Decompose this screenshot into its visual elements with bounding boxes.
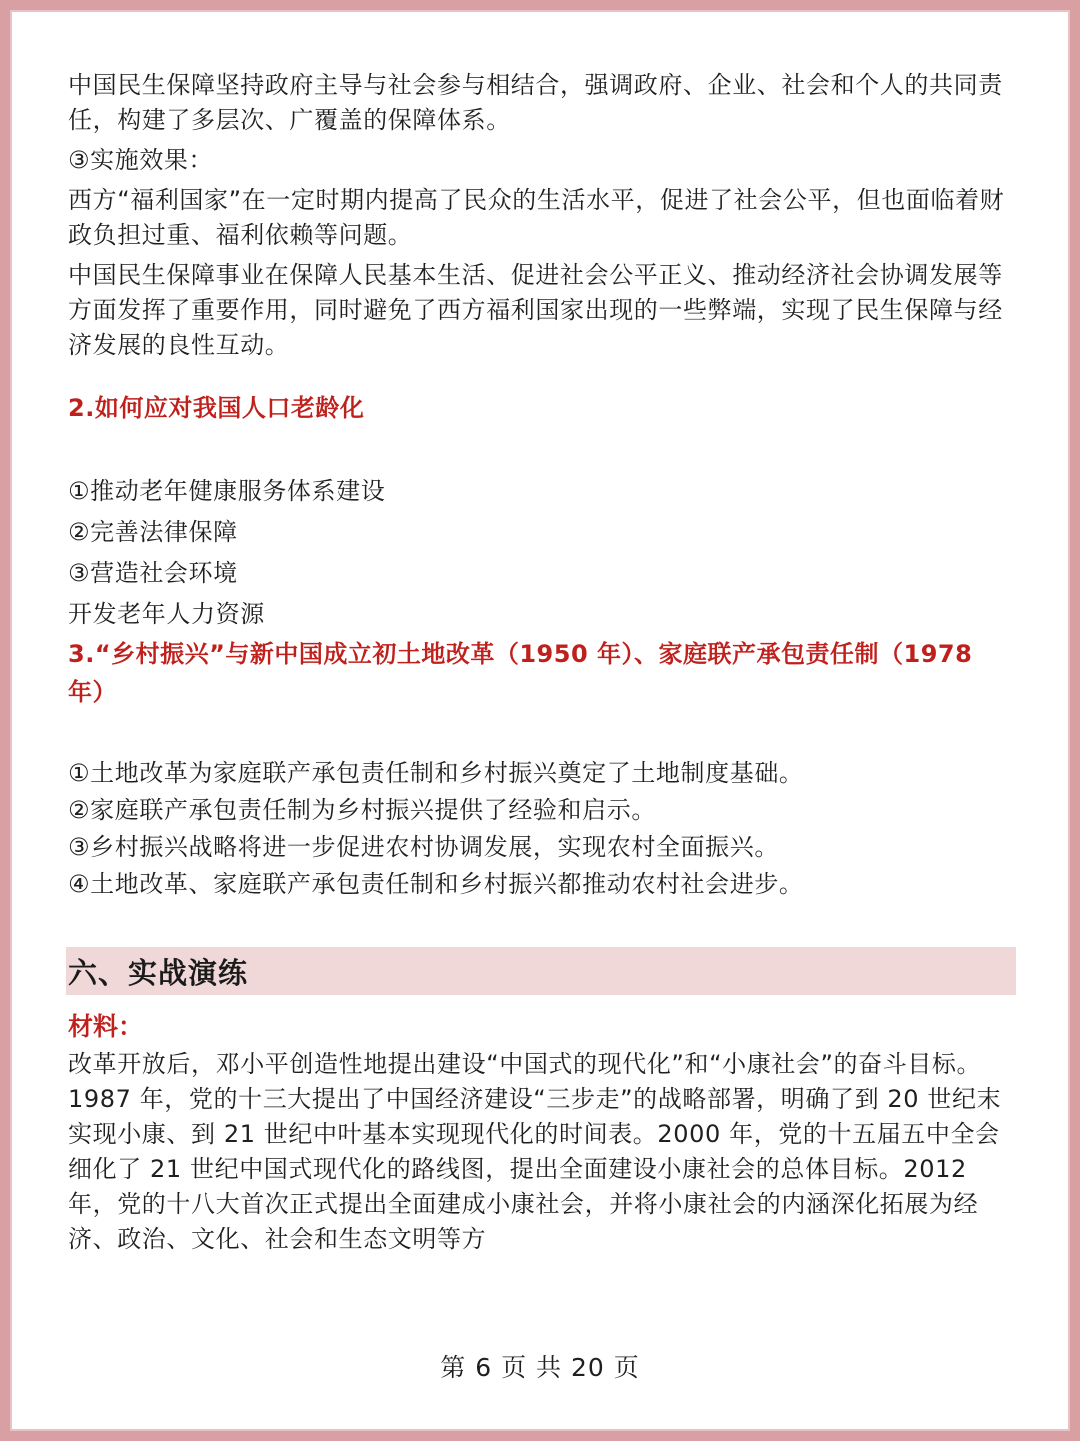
list-item: ③营造社会环境 xyxy=(68,559,238,587)
page-content xyxy=(68,68,1008,1257)
material-text: 改革开放后，邓小平创造性地提出建设“中国式的现代化”和“小康社会”的奋斗目标。1987 年，党的十三大提出了中国经济建设“三步走”的战略部署，明确了到 20 世纪末实现小康、到 21 世纪中叶基本实现现代化的时间表。2000 年，党的十五届五中全会细化了 21 世纪中国式现代化的路线图，提出全面建设小康社会的总体目标。2012 年，党的十八大首次正式提出全面建成小康社会，并将小康社会的内涵深化拓展为经济、政治、文化、社会和生态文明等方 xyxy=(68,1050,1002,1253)
document-page xyxy=(10,10,1070,1431)
page-number: 第 6 页 共 20 页 xyxy=(440,1353,640,1382)
list-item: ④土地改革、家庭联产承包责任制和乡村振兴都推动农村社会进步。 xyxy=(68,870,804,898)
list-item: ①推动老年健康服务体系建设 xyxy=(68,477,386,505)
list-item: 开发老年人力资源 xyxy=(68,600,265,628)
paragraph-china-effect: 中国民生保障事业在保障人民基本生活、促进社会公平正义、推动经济社会协调发展等方面发挥了重要作用，同时避免了西方福利国家出现的一些弊端，实现了民生保障与经济发展的良性互动。 xyxy=(68,261,1003,359)
list-item: ②家庭联产承包责任制为乡村振兴提供了经验和启示。 xyxy=(68,796,656,824)
paragraph-western-welfare: 西方“福利国家”在一定时期内提高了民众的生活水平，促进了社会公平，但也面临着财政负担过重、福利依赖等问题。 xyxy=(68,186,1005,249)
effect-label: ③实施效果： xyxy=(68,146,214,174)
material-label: 材料： xyxy=(68,1012,144,1041)
list-item: ②完善法律保障 xyxy=(68,518,238,546)
question-3-heading: 3.“乡村振兴”与新中国成立初土地改革（1950 年）、家庭联产承包责任制（1978 年） xyxy=(68,640,973,706)
section-6-header xyxy=(66,947,1016,995)
list-item: ①土地改革为家庭联产承包责任制和乡村振兴奠定了土地制度基础。 xyxy=(68,759,804,787)
question-2-list xyxy=(68,471,1008,635)
list-item: ③乡村振兴战略将进一步促进农村协调发展，实现农村全面振兴。 xyxy=(68,833,779,861)
section-6-title: 六、实战演练 xyxy=(68,955,249,990)
paragraph-china-approach: 中国民生保障坚持政府主导与社会参与相结合，强调政府、企业、社会和个人的共同责任，构建了多层次、广覆盖的保障体系。 xyxy=(68,71,1003,134)
question-3-list xyxy=(68,755,1008,903)
question-2-heading: 2.如何应对我国人口老龄化 xyxy=(68,394,365,422)
